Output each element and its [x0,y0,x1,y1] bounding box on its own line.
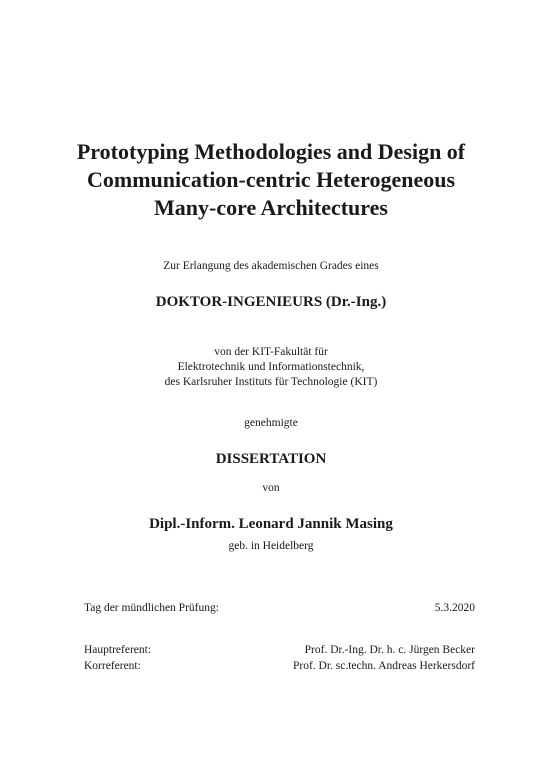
degree-intro: Zur Erlangung des akademischen Grades eines [163,260,379,272]
by-text: von [262,482,280,494]
dissertation-title [40,138,502,222]
document-type: DISSERTATION [215,451,327,467]
faculty-line-2: Elektrotechnik und Informationstechnik, [177,361,365,373]
exam-date-value: 5.3.2020 [434,602,475,614]
exam-date-label: Tag der mündlichen Prüfung: [84,602,219,614]
title-line-3: Many-core Architectures [154,195,388,220]
title-line-1: Prototyping Methodologies and Design of [76,139,466,164]
faculty-line-1: von der KIT-Fakultät für [214,346,328,358]
referee-row [84,643,475,658]
referee-name: Prof. Dr. sc.techn. Andreas Herkersdorf [292,660,475,672]
referee-row [84,659,475,674]
faculty-block [40,345,502,390]
birthplace: geb. in Heidelberg [228,540,314,552]
referee-label: Hauptreferent: [84,644,152,656]
referee-name: Prof. Dr.-Ing. Dr. h. c. Jürgen Becker [304,644,475,656]
faculty-line-3: des Karlsruher Instituts für Technologie (KIT) [164,376,378,388]
approved-text: genehmigte [244,417,298,429]
referee-label: Korreferent: [84,660,141,672]
exam-date-row [84,601,475,616]
author-name: Dipl.-Inform. Leonard Jannik Masing [149,516,393,532]
title-line-2: Communication-centric Heterogeneous [86,167,456,192]
degree-name: DOKTOR-INGENIEURS (Dr.-Ing.) [155,294,387,310]
